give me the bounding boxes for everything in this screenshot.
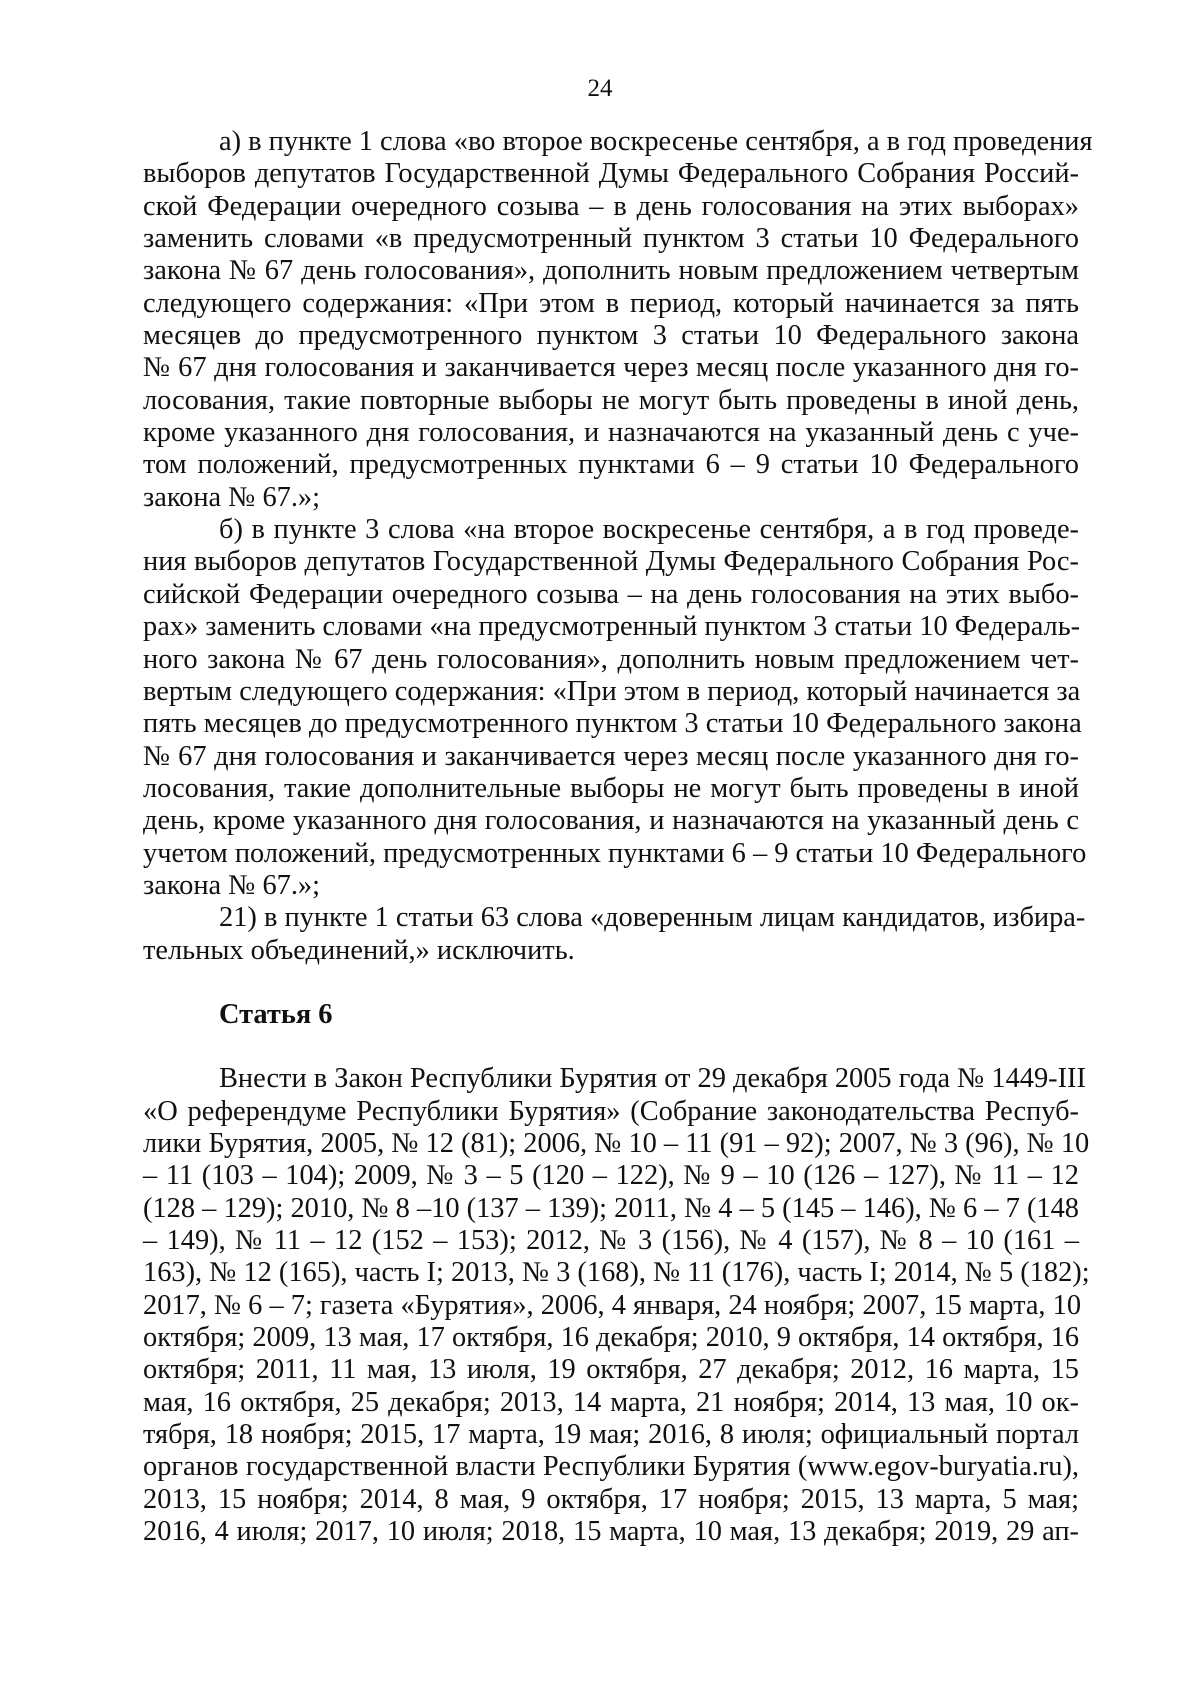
text-line: пять месяцев до предусмотренного пунктом 3 статьи 10 Федерального закона <box>143 708 1082 740</box>
page-number: 24 <box>587 75 613 102</box>
text-line: мая, 16 октября, 25 декабря; 2013, 14 марта, 21 ноября; 2014, 13 мая, 10 ок- <box>143 1386 1079 1418</box>
text-line: закона № 67 день голосования», дополнить новым предложением четвертым <box>143 255 1079 287</box>
article-heading: Статья 6 <box>219 998 333 1030</box>
document-body <box>143 126 1093 1548</box>
article-6-text <box>143 1063 1090 1548</box>
text-line: выборов депутатов Государственной Думы Федерального Собрания Россий- <box>143 158 1079 190</box>
text-line: рах» заменить словами «на предусмотренный пунктом 3 статьи 10 Федераль- <box>143 611 1081 643</box>
paragraph-21 <box>143 902 1086 967</box>
paragraph-a <box>143 126 1093 514</box>
text-line: ской Федерации очередного созыва – в день голосования на этих выборах» <box>143 190 1079 222</box>
text-line: сийской Федерации очередного созыва – на день голосования на этих выбо- <box>143 578 1079 610</box>
text-line: ния выборов депутатов Государственной Думы Федерального Собрания Рос- <box>143 546 1079 578</box>
text-line: тельных объединений,» исключить. <box>143 934 575 966</box>
text-line: учетом положений, предусмотренных пунктами 6 – 9 статьи 10 Федерального <box>143 837 1087 869</box>
text-line: закона № 67.»; <box>143 481 321 513</box>
text-line: кроме указанного дня голосования, и назначаются на указанный день с уче- <box>143 417 1079 449</box>
text-line: а) в пункте 1 слова «во второе воскресенье сентября, а в год проведения <box>219 126 1093 157</box>
text-line: 2016, 4 июля; 2017, 10 июля; 2018, 15 марта, 10 мая, 13 декабря; 2019, 29 ап- <box>143 1516 1079 1548</box>
text-line: (128 – 129); 2010, № 8 –10 (137 – 139); 2011, № 4 – 5 (145 – 146), № 6 – 7 (148 <box>143 1192 1079 1224</box>
text-line: закона № 67.»; <box>143 869 321 901</box>
text-line: октября; 2011, 11 мая, 13 июля, 19 октября, 27 декабря; 2012, 16 марта, 15 <box>143 1354 1079 1386</box>
text-line: следующего содержания: «При этом в период, который начинается за пять <box>143 287 1079 319</box>
text-line: том положений, предусмотренных пунктами 6 – 9 статьи 10 Федерального <box>143 449 1079 481</box>
text-line: месяцев до предусмотренного пунктом 3 статьи 10 Федерального закона <box>143 320 1079 352</box>
text-line: 2017, № 6 – 7; газета «Бурятия», 2006, 4 января, 24 ноября; 2007, 15 марта, 10 <box>143 1289 1082 1321</box>
text-line: органов государственной власти Республики Бурятия (www.egov-buryatia.ru), <box>143 1451 1079 1483</box>
text-line: лосования, такие повторные выборы не могут быть проведены в иной день, <box>143 384 1079 416</box>
text-line: № 67 дня голосования и заканчивается через месяц после указанного дня го- <box>143 740 1079 772</box>
text-line: 2013, 15 ноября; 2014, 8 мая, 9 октября, 17 ноября; 2015, 13 марта, 5 мая; <box>143 1483 1079 1515</box>
text-line: вертым следующего содержания: «При этом в период, который начинается за <box>143 675 1081 707</box>
text-line: заменить словами «в предусмотренный пунктом 3 статьи 10 Федерального <box>143 223 1079 255</box>
text-line: 21) в пункте 1 статьи 63 слова «доверенным лицам кандидатов, избира- <box>219 902 1086 934</box>
text-line: № 67 дня голосования и заканчивается через месяц после указанного дня го- <box>143 352 1079 384</box>
text-line: лосования, такие дополнительные выборы не могут быть проведены в иной <box>143 772 1079 804</box>
text-line: ного закона № 67 день голосования», дополнить новым предложением чет- <box>143 643 1079 675</box>
text-line: б) в пункте 3 слова «на второе воскресенье сентября, а в год проведе- <box>219 514 1079 546</box>
text-line: день, кроме указанного дня голосования, и назначаются на указанный день с <box>143 805 1079 837</box>
text-line: – 11 (103 – 104); 2009, № 3 – 5 (120 – 122), № 9 – 10 (126 – 127), № 11 – 12 <box>143 1160 1079 1192</box>
text-line: – 149), № 11 – 12 (152 – 153); 2012, № 3 (156), № 4 (157), № 8 – 10 (161 – <box>143 1225 1079 1256</box>
text-line: октября; 2009, 13 мая, 17 октября, 16 декабря; 2010, 9 октября, 14 октября, 16 <box>143 1322 1080 1354</box>
paragraph-b <box>143 514 1087 902</box>
text-line: Внести в Закон Республики Бурятия от 29 декабря 2005 года № 1449-III <box>219 1063 1086 1095</box>
text-line: лики Бурятия, 2005, № 12 (81); 2006, № 10 – 11 (91 – 92); 2007, № 3 (96), № 10 <box>143 1127 1090 1159</box>
text-line: «О референдуме Республики Бурятия» (Собрание законодательства Респуб- <box>143 1095 1079 1127</box>
text-line: 163), № 12 (165), часть I; 2013, № 3 (168), № 11 (176), часть I; 2014, № 5 (182); <box>143 1257 1090 1289</box>
text-line: тября, 18 ноября; 2015, 17 марта, 19 мая; 2016, 8 июля; официальный портал <box>143 1419 1079 1451</box>
